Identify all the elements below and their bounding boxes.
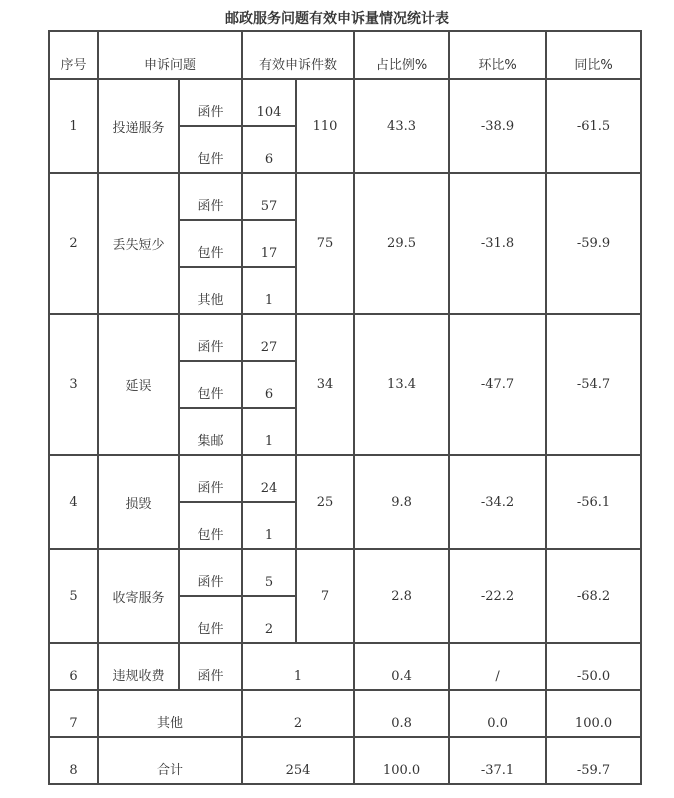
- cell-sub-count: 57: [242, 173, 296, 220]
- cell-sub-count: 6: [242, 126, 296, 173]
- cell-sub-count: 2: [242, 596, 296, 643]
- table-row: [49, 643, 641, 690]
- cell-total: 2: [242, 690, 354, 737]
- table-row: [49, 79, 641, 126]
- table-row: [49, 549, 641, 596]
- cell-sub-count: 5: [242, 549, 296, 596]
- cell-sub-type: 其他: [179, 267, 242, 314]
- cell-sub-type: 函件: [179, 643, 242, 690]
- cell-issue: 投递服务: [98, 79, 179, 173]
- cell-sub-type: 包件: [179, 502, 242, 549]
- cell-seq: 7: [49, 690, 98, 737]
- table-row: [49, 314, 641, 361]
- cell-mom: -22.2: [449, 549, 546, 643]
- header-mom: 环比%: [449, 31, 546, 79]
- header-seq: 序号: [49, 31, 98, 79]
- cell-share: 43.3: [354, 79, 449, 173]
- cell-total: 110: [296, 79, 354, 173]
- cell-total: 25: [296, 455, 354, 549]
- cell-sub-type: 函件: [179, 455, 242, 502]
- cell-seq: 8: [49, 737, 98, 784]
- cell-total: 254: [242, 737, 354, 784]
- cell-mom: /: [449, 643, 546, 690]
- cell-share: 0.4: [354, 643, 449, 690]
- cell-sub-type: 函件: [179, 79, 242, 126]
- header-issue: 申诉问题: [98, 31, 242, 79]
- cell-issue: 合计: [98, 737, 242, 784]
- cell-share: 29.5: [354, 173, 449, 314]
- table-row: [49, 455, 641, 502]
- table-row-total: [49, 737, 641, 784]
- cell-mom: -47.7: [449, 314, 546, 455]
- cell-sub-type: 函件: [179, 173, 242, 220]
- cell-sub-type: 包件: [179, 361, 242, 408]
- cell-total: 75: [296, 173, 354, 314]
- cell-issue: 收寄服务: [98, 549, 179, 643]
- cell-sub-type: 包件: [179, 220, 242, 267]
- cell-issue: 违规收费: [98, 643, 179, 690]
- cell-yoy: -61.5: [546, 79, 641, 173]
- cell-sub-type: 包件: [179, 596, 242, 643]
- header-share: 占比例%: [354, 31, 449, 79]
- cell-seq: 1: [49, 79, 98, 173]
- cell-sub-type: 函件: [179, 314, 242, 361]
- cell-share: 100.0: [354, 737, 449, 784]
- cell-mom: -38.9: [449, 79, 546, 173]
- table-row: [49, 173, 641, 220]
- cell-seq: 5: [49, 549, 98, 643]
- cell-sub-type: 函件: [179, 549, 242, 596]
- table-row: [49, 690, 641, 737]
- cell-share: 2.8: [354, 549, 449, 643]
- cell-yoy: -56.1: [546, 455, 641, 549]
- cell-seq: 4: [49, 455, 98, 549]
- cell-total: 34: [296, 314, 354, 455]
- cell-sub-type: 包件: [179, 126, 242, 173]
- header-yoy: 同比%: [546, 31, 641, 79]
- cell-mom: -37.1: [449, 737, 546, 784]
- cell-seq: 3: [49, 314, 98, 455]
- cell-yoy: -59.7: [546, 737, 641, 784]
- cell-sub-count: 1: [242, 267, 296, 314]
- cell-issue: 丢失短少: [98, 173, 179, 314]
- cell-mom: -31.8: [449, 173, 546, 314]
- cell-mom: 0.0: [449, 690, 546, 737]
- cell-yoy: -68.2: [546, 549, 641, 643]
- cell-sub-count: 104: [242, 79, 296, 126]
- cell-yoy: -50.0: [546, 643, 641, 690]
- cell-share: 0.8: [354, 690, 449, 737]
- cell-sub-count: 17: [242, 220, 296, 267]
- cell-sub-count: 27: [242, 314, 296, 361]
- cell-yoy: -54.7: [546, 314, 641, 455]
- cell-share: 13.4: [354, 314, 449, 455]
- cell-seq: 2: [49, 173, 98, 314]
- cell-issue: 损毁: [98, 455, 179, 549]
- cell-total: 1: [242, 643, 354, 690]
- header-row: [49, 31, 641, 79]
- cell-sub-count: 1: [242, 502, 296, 549]
- complaint-statistics-table: [48, 30, 642, 785]
- cell-total: 7: [296, 549, 354, 643]
- cell-seq: 6: [49, 643, 98, 690]
- cell-issue: 延误: [98, 314, 179, 455]
- table-title: 邮政服务问题有效申诉量情况统计表: [225, 11, 449, 27]
- cell-yoy: -59.9: [546, 173, 641, 314]
- cell-mom: -34.2: [449, 455, 546, 549]
- cell-sub-type: 集邮: [179, 408, 242, 455]
- cell-sub-count: 24: [242, 455, 296, 502]
- cell-sub-count: 1: [242, 408, 296, 455]
- cell-share: 9.8: [354, 455, 449, 549]
- cell-yoy: 100.0: [546, 690, 641, 737]
- cell-sub-count: 6: [242, 361, 296, 408]
- cell-issue: 其他: [98, 690, 242, 737]
- header-count: 有效申诉件数: [242, 31, 354, 79]
